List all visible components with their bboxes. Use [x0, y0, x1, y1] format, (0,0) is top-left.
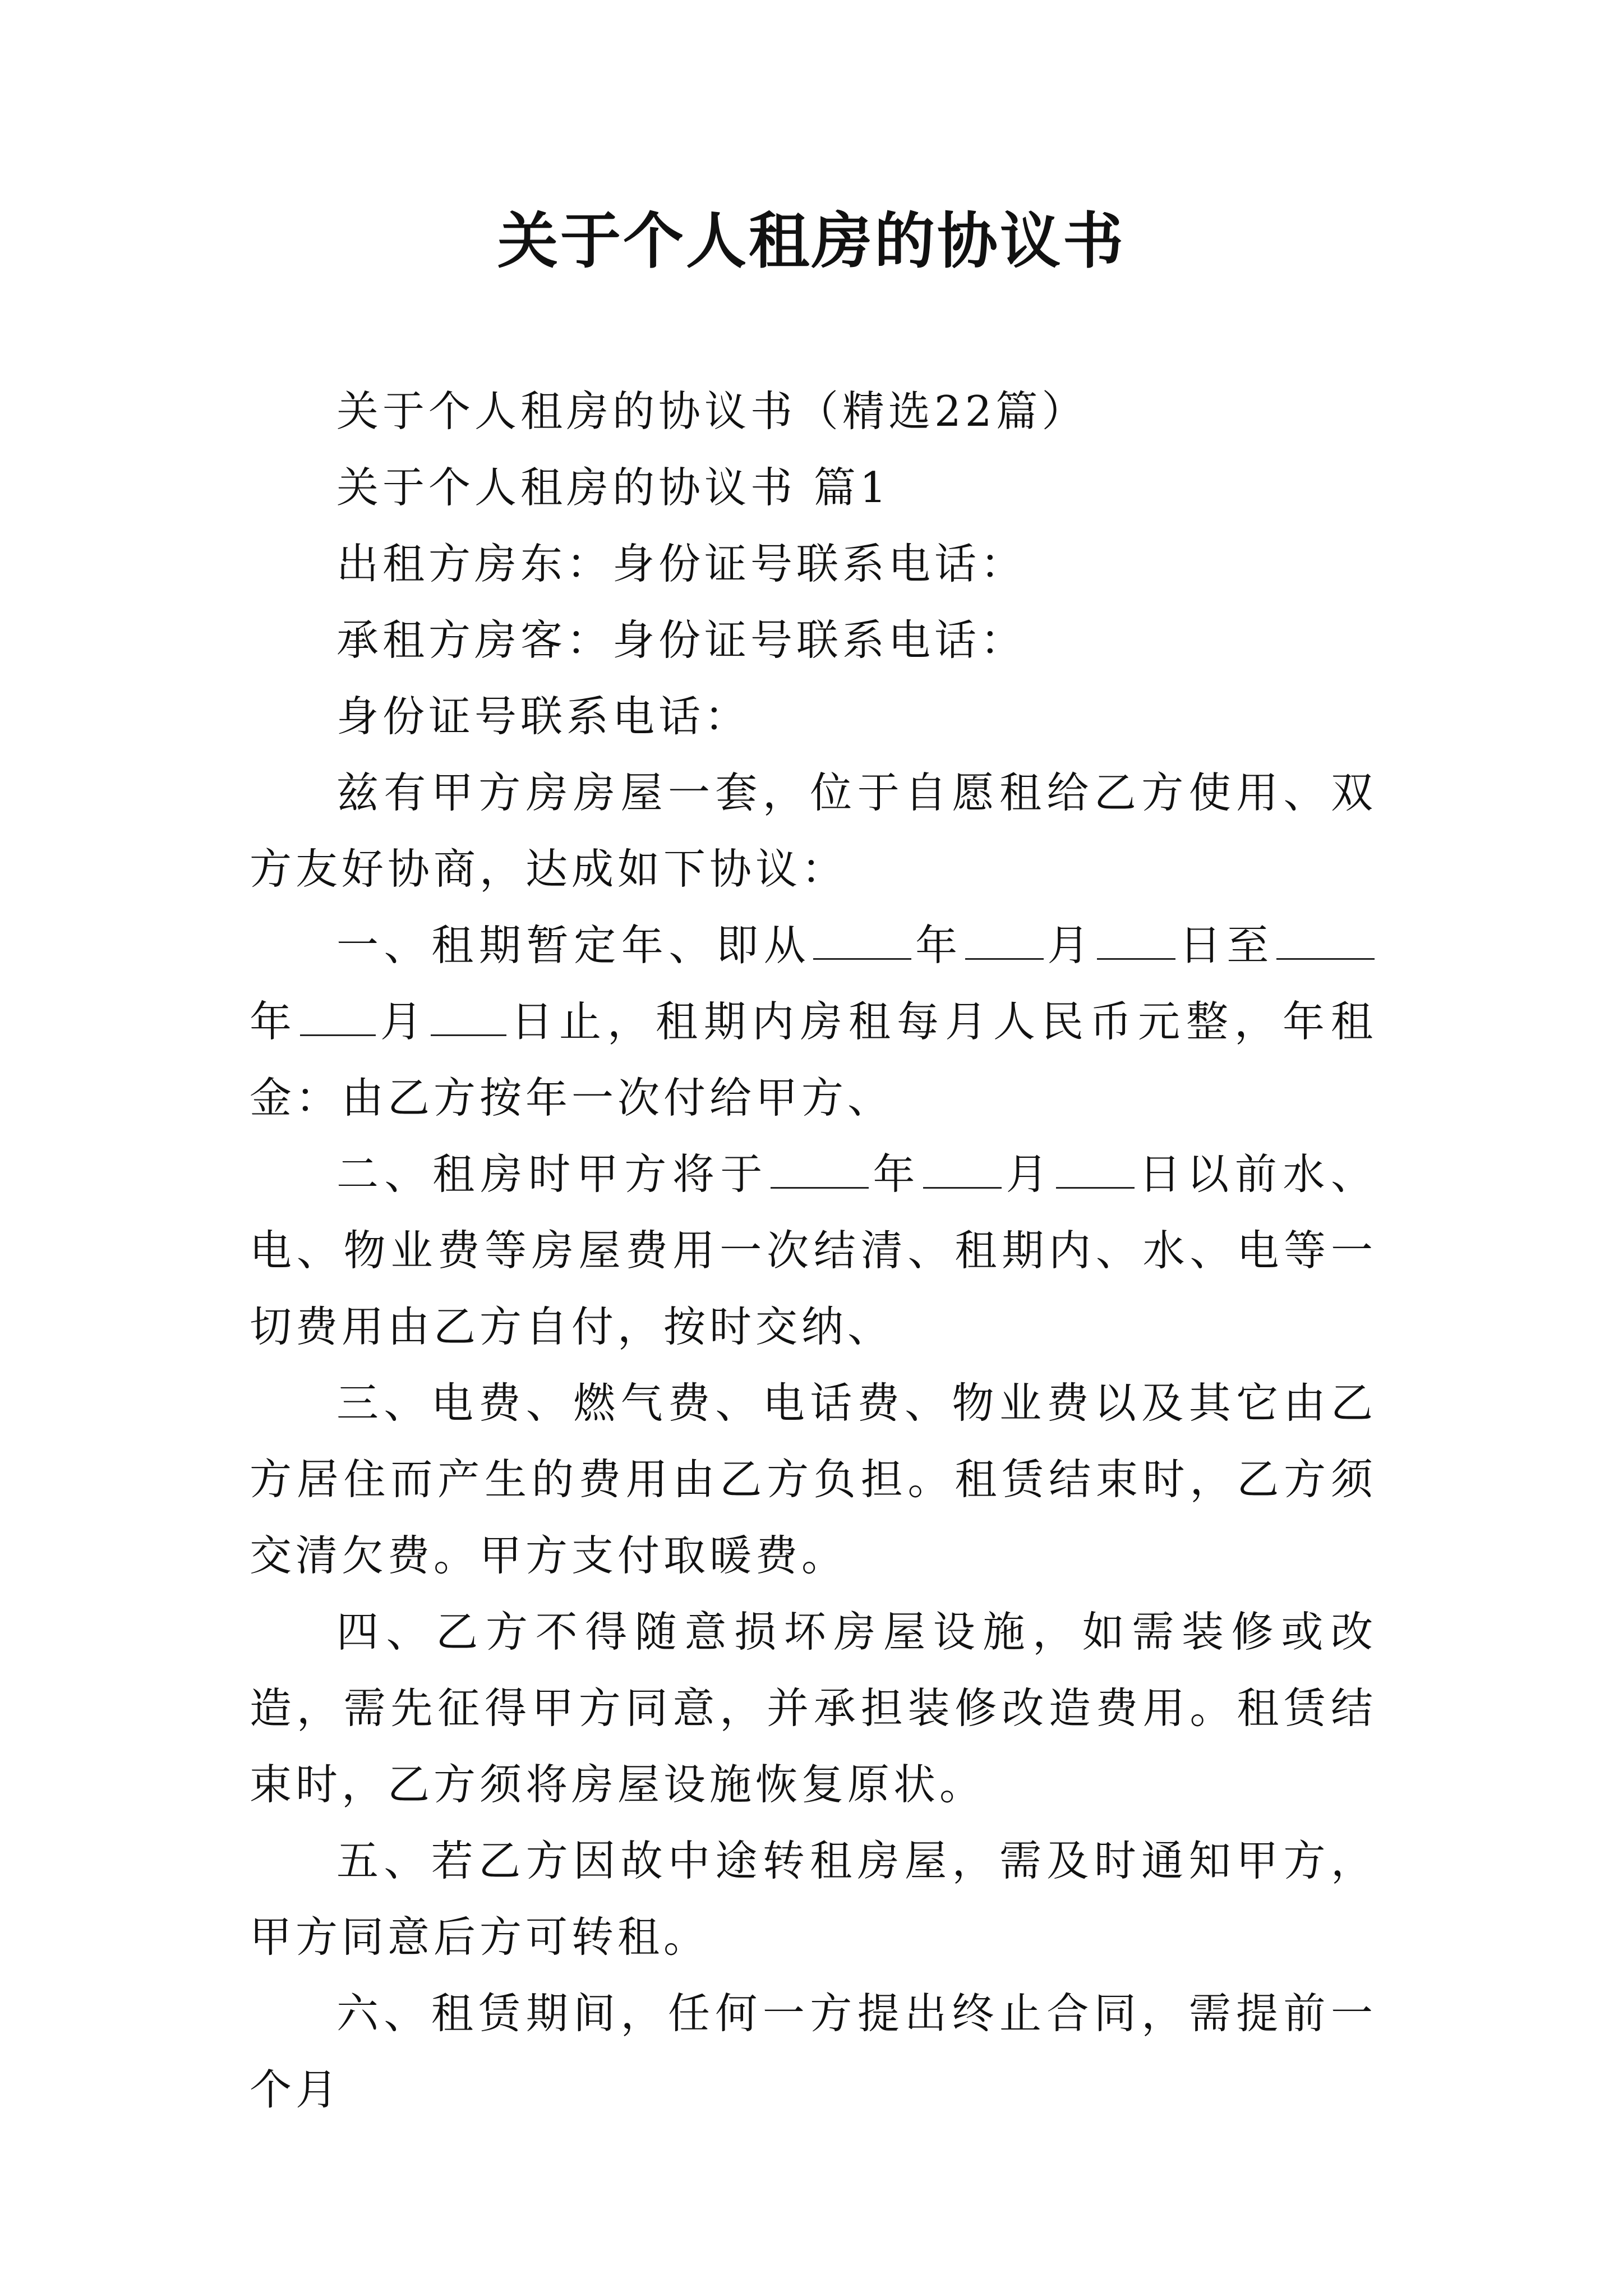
document-title: 关于个人租房的协议书: [497, 206, 1126, 277]
subtitle-line: 关于个人租房的协议书（精选22篇）: [336, 386, 1088, 436]
blank-end-month: [300, 995, 376, 1036]
clause-2-text-c: 月: [1004, 1149, 1054, 1199]
blank-start-year: [813, 919, 911, 960]
blank-end-day: [431, 995, 506, 1036]
clause-1-text-a: 一、租期暂定年、即从: [336, 921, 811, 970]
clause-1-text-e: 年: [250, 997, 298, 1046]
clause-1-text-d: 日至: [1178, 921, 1274, 970]
blank-end-year: [1276, 919, 1375, 960]
clause-5: 五、若乙方因故中途转租房屋，需及时通知甲方，甲方同意后方可转租。: [250, 1836, 1377, 1962]
blank-settle-year: [771, 1148, 869, 1189]
clause-1-text-g: 日止，租期内房租每月人民币元整，年租金：由乙方按年一次付给甲方、: [250, 997, 1377, 1122]
clause-2-text-b: 年: [870, 1149, 921, 1199]
clause-2-text-a: 二、租房时甲方将于: [336, 1149, 768, 1199]
clause-3: 三、电费、燃气费、电话费、物业费以及其它由乙方居住而产生的费用由乙方负担。租赁结束时，乙方须交清欠费。甲方支付取暖费。: [250, 1378, 1377, 1580]
blank-start-day: [1097, 919, 1175, 960]
clause-1-text-f: 月: [378, 997, 428, 1046]
intro-paragraph: 兹有甲方房房屋一套，位于自愿租给乙方使用、双方友好协商，达成如下协议：: [250, 768, 1377, 894]
section-heading: 关于个人租房的协议书 篇1: [336, 463, 891, 512]
tenant-line: 承租方房客：身份证号联系电话：: [336, 615, 1027, 665]
blank-settle-day: [1056, 1148, 1135, 1189]
blank-settle-month: [923, 1148, 1002, 1189]
clause-4: 四、乙方不得随意损坏房屋设施，如需装修或改造，需先征得甲方同意，并承担装修改造费用。租赁结束时，乙方须将房屋设施恢复原状。: [250, 1607, 1377, 1809]
document-body: [250, 373, 1377, 2128]
clause-1: [250, 907, 1377, 1136]
clause-1-text-c: 月: [1045, 921, 1095, 970]
clause-6: 六、租赁期间，任何一方提出终止合同，需提前一个月: [250, 1989, 1377, 2114]
clause-2: [250, 1136, 1377, 1365]
landlord-line: 出租方房东：身份证号联系电话：: [336, 539, 1027, 588]
clause-2-text-d: 日以前水、电、物业费等房屋费用一次结清、租期内、水、电等一切费用由乙方自付，按时交纳、: [250, 1149, 1377, 1351]
blank-start-month: [965, 919, 1044, 960]
id-phone-line: 身份证号联系电话：: [336, 692, 751, 741]
clause-1-text-b: 年: [914, 921, 963, 970]
